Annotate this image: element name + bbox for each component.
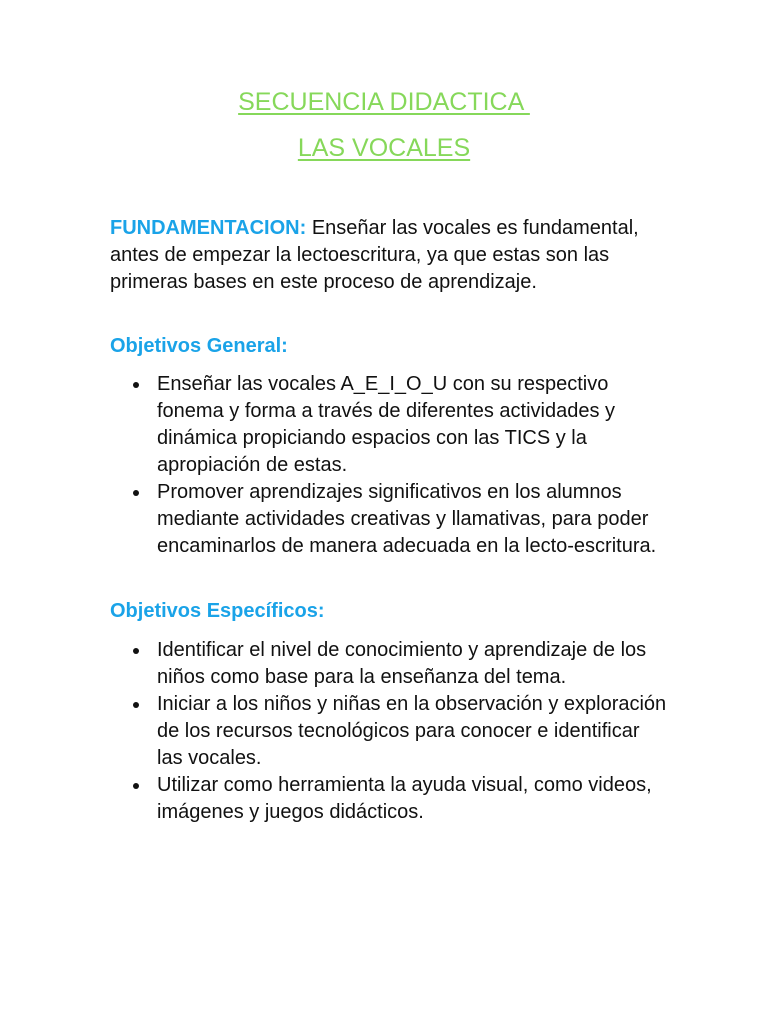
bullet-icon: [133, 382, 139, 388]
list-item-text: Enseñar las vocales A_E_I_O_U con su respectivo fonema y forma a través de diferentes actividades y dinámica propiciando espacios con las TICS y la apropiación de estas.: [157, 373, 616, 476]
list-item-text: Utilizar como herramienta la ayuda visual, como videos, imágenes y juegos didácticos.: [157, 774, 652, 823]
list-item: [130, 637, 670, 691]
objetivos-general-list: [130, 371, 670, 560]
bullet-icon: [133, 702, 139, 708]
fundamentacion-text: Enseñar las vocales es fundamental, antes de empezar la lectoescritura, ya que estas son las primeras bases en este proceso de aprendizaje.: [110, 217, 639, 293]
list-item: [130, 691, 670, 772]
fundamentacion-paragraph: [110, 215, 670, 296]
list-item-text: Promover aprendizajes significativos en los alumnos mediante actividades creativas y llamativas, para poder encaminarlos de manera adecuada en la lecto-escritura.: [157, 481, 657, 557]
objetivos-especificos-heading: Objetivos Específicos:: [110, 600, 325, 622]
list-item-text: Identificar el nivel de conocimiento y aprendizaje de los niños como base para la enseñanza del tema.: [157, 639, 647, 688]
bullet-icon: [133, 783, 139, 789]
bullet-icon: [133, 648, 139, 654]
list-item: [130, 772, 670, 826]
fundamentacion-label: FUNDAMENTACION:: [110, 217, 307, 239]
document-subtitle: LAS VOCALES: [297, 134, 471, 162]
list-item: [130, 479, 670, 560]
document-title: SECUENCIA DIDACTICA: [238, 88, 530, 116]
objetivos-especificos-list: [130, 637, 670, 826]
bullet-icon: [133, 490, 139, 496]
list-item-text: Iniciar a los niños y niñas en la observación y exploración de los recursos tecnológicos para conocer e identificar las vocales.: [157, 693, 667, 769]
objetivos-general-heading: Objetivos General:: [110, 335, 288, 357]
list-item: [130, 371, 670, 479]
